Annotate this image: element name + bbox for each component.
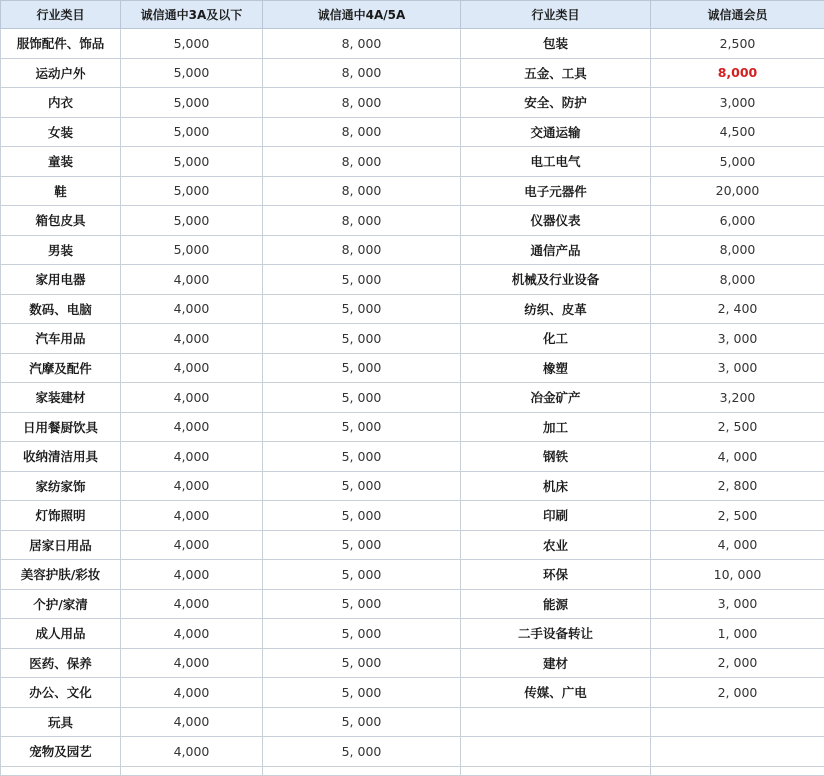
header-row — [1, 1, 824, 29]
value-4a-5a: 5, 000 — [263, 737, 461, 767]
category-left: 日用餐厨饮具 — [1, 412, 121, 442]
value-member: 4, 000 — [651, 530, 824, 560]
category-right: 电工电气 — [461, 147, 651, 177]
value-4a-5a: 8, 000 — [263, 117, 461, 147]
category-right: 包装 — [461, 29, 651, 59]
category-right: 橡塑 — [461, 353, 651, 383]
table-row — [1, 265, 824, 295]
category-left: 个护/家清 — [1, 589, 121, 619]
value-member: 8,000 — [651, 58, 824, 88]
value-member: 20,000 — [651, 176, 824, 206]
value-4a-5a: 8, 000 — [263, 176, 461, 206]
category-right: 能源 — [461, 589, 651, 619]
category-left: 玩具 — [1, 707, 121, 737]
value-member: 2, 500 — [651, 412, 824, 442]
value-4a-5a: 5, 000 — [263, 619, 461, 649]
value-4a-5a: 5, 000 — [263, 589, 461, 619]
value-4a-5a: 8, 000 — [263, 147, 461, 177]
value-member: 2, 800 — [651, 471, 824, 501]
category-left: 童装 — [1, 147, 121, 177]
value-member: 3,200 — [651, 383, 824, 413]
category-right: 电子元器件 — [461, 176, 651, 206]
value-4a-5a: 5, 000 — [263, 442, 461, 472]
value-4a-5a: 5, 000 — [263, 530, 461, 560]
table-row — [1, 117, 824, 147]
value-member: 3, 000 — [651, 324, 824, 354]
header-category-left: 行业类目 — [1, 1, 121, 29]
value-3a-and-below: 5,000 — [121, 117, 263, 147]
value-4a-5a: 8, 000 — [263, 58, 461, 88]
value-3a-and-below: 4,000 — [121, 353, 263, 383]
category-right: 建材 — [461, 648, 651, 678]
category-right: 仪器仪表 — [461, 206, 651, 236]
value-3a-and-below: 4,000 — [121, 707, 263, 737]
category-right: 通信产品 — [461, 235, 651, 265]
category-left: 收纳清洁用具 — [1, 442, 121, 472]
category-left: 灯饰照明 — [1, 501, 121, 531]
value-member: 2, 400 — [651, 294, 824, 324]
value-3a-and-below: 4,000 — [121, 501, 263, 531]
category-left: 美容护肤/彩妆 — [1, 560, 121, 590]
category-left: 家纺家饰 — [1, 471, 121, 501]
table-row — [1, 678, 824, 708]
value-3a-and-below: 4,000 — [121, 442, 263, 472]
value-member: 8,000 — [651, 265, 824, 295]
value-4a-5a: 5, 000 — [263, 265, 461, 295]
value-member: 8,000 — [651, 235, 824, 265]
table-row — [1, 589, 824, 619]
category-left: 成人用品 — [1, 619, 121, 649]
value-4a-5a: 5, 000 — [263, 294, 461, 324]
value-4a-5a: 5, 000 — [263, 412, 461, 442]
table-row — [1, 58, 824, 88]
table-row — [1, 501, 824, 531]
value-3a-and-below: 4,000 — [121, 265, 263, 295]
category-right: 安全、防护 — [461, 88, 651, 118]
value-member: 5,000 — [651, 147, 824, 177]
value-3a-and-below: 5,000 — [121, 29, 263, 59]
value-member: 4, 000 — [651, 442, 824, 472]
category-left: 服饰配件、饰品 — [1, 29, 121, 59]
value-3a-and-below: 4,000 — [121, 412, 263, 442]
value-3a-and-below: 4,000 — [121, 294, 263, 324]
value-3a-and-below: 5,000 — [121, 88, 263, 118]
category-left: 男装 — [1, 235, 121, 265]
value-member: 2, 500 — [651, 501, 824, 531]
category-left: 宠物及园艺 — [1, 737, 121, 767]
value-3a-and-below: 4,000 — [121, 560, 263, 590]
category-left: 箱包皮具 — [1, 206, 121, 236]
value-3a-and-below: 4,000 — [121, 678, 263, 708]
table-row — [1, 471, 824, 501]
category-right: 交通运输 — [461, 117, 651, 147]
table-row — [1, 235, 824, 265]
value-3a-and-below: 4,000 — [121, 589, 263, 619]
value-4a-5a: 5, 000 — [263, 324, 461, 354]
table-row — [1, 619, 824, 649]
table-row — [1, 294, 824, 324]
value-4a-5a: 5, 000 — [263, 501, 461, 531]
table-row — [1, 707, 824, 737]
category-left: 数码、电脑 — [1, 294, 121, 324]
category-left: 内衣 — [1, 88, 121, 118]
value-3a-and-below: 5,000 — [121, 58, 263, 88]
value-3a-and-below: 5,000 — [121, 176, 263, 206]
value-member: 3, 000 — [651, 353, 824, 383]
value-3a-and-below: 5,000 — [121, 206, 263, 236]
category-left: 家用电器 — [1, 265, 121, 295]
category-left: 鞋 — [1, 176, 121, 206]
category-left: 女装 — [1, 117, 121, 147]
table-row — [1, 176, 824, 206]
value-member: 2, 000 — [651, 648, 824, 678]
value-member: 1, 000 — [651, 619, 824, 649]
category-right: 钢铁 — [461, 442, 651, 472]
category-right: 机械及行业设备 — [461, 265, 651, 295]
table-row — [1, 353, 824, 383]
category-right: 五金、工具 — [461, 58, 651, 88]
value-4a-5a: 5, 000 — [263, 678, 461, 708]
category-right: 印刷 — [461, 501, 651, 531]
table-row — [1, 383, 824, 413]
value-4a-5a: 8, 000 — [263, 88, 461, 118]
value-member: 4,500 — [651, 117, 824, 147]
category-right — [461, 737, 651, 767]
value-4a-5a: 8, 000 — [263, 29, 461, 59]
value-4a-5a: 8, 000 — [263, 206, 461, 236]
category-right: 加工 — [461, 412, 651, 442]
header-member: 诚信通会员 — [651, 1, 824, 29]
value-3a-and-below: 4,000 — [121, 530, 263, 560]
category-right: 农业 — [461, 530, 651, 560]
table-body — [1, 29, 824, 776]
value-member: 2,500 — [651, 29, 824, 59]
category-right: 传媒、广电 — [461, 678, 651, 708]
table-row — [1, 206, 824, 236]
value-member: 2, 000 — [651, 678, 824, 708]
category-left: 居家日用品 — [1, 530, 121, 560]
category-left: 办公、文化 — [1, 678, 121, 708]
table-row — [1, 412, 824, 442]
value-3a-and-below: 4,000 — [121, 324, 263, 354]
value-4a-5a: 5, 000 — [263, 471, 461, 501]
category-right — [461, 707, 651, 737]
category-right: 纺织、皮革 — [461, 294, 651, 324]
value-member: 3,000 — [651, 88, 824, 118]
table-row — [1, 648, 824, 678]
value-4a-5a: 5, 000 — [263, 560, 461, 590]
value-3a-and-below: 4,000 — [121, 619, 263, 649]
category-right: 化工 — [461, 324, 651, 354]
category-left: 汽车用品 — [1, 324, 121, 354]
value-4a-5a: 5, 000 — [263, 353, 461, 383]
value-4a-5a: 5, 000 — [263, 383, 461, 413]
value-3a-and-below: 5,000 — [121, 147, 263, 177]
value-3a-and-below: 4,000 — [121, 383, 263, 413]
value-3a-and-below: 4,000 — [121, 648, 263, 678]
category-left: 医药、保养 — [1, 648, 121, 678]
table-row — [1, 88, 824, 118]
category-left: 运动户外 — [1, 58, 121, 88]
table-row — [1, 442, 824, 472]
table-row — [1, 560, 824, 590]
value-4a-5a: 5, 000 — [263, 648, 461, 678]
value-3a-and-below: 4,000 — [121, 471, 263, 501]
table-row — [1, 324, 824, 354]
value-member — [651, 707, 824, 737]
table-row — [1, 29, 824, 59]
category-right: 冶金矿产 — [461, 383, 651, 413]
category-right: 环保 — [461, 560, 651, 590]
table-row — [1, 530, 824, 560]
category-left: 家装建材 — [1, 383, 121, 413]
value-4a-5a: 5, 000 — [263, 707, 461, 737]
value-member: 6,000 — [651, 206, 824, 236]
value-3a-and-below: 4,000 — [121, 737, 263, 767]
header-4a-5a: 诚信通中4A/5A — [263, 1, 461, 29]
header-3a-and-below: 诚信通中3A及以下 — [121, 1, 263, 29]
category-right: 二手设备转让 — [461, 619, 651, 649]
value-4a-5a: 8, 000 — [263, 235, 461, 265]
table-row — [1, 737, 824, 767]
category-left: 汽摩及配件 — [1, 353, 121, 383]
header-category-right: 行业类目 — [461, 1, 651, 29]
value-member: 3, 000 — [651, 589, 824, 619]
value-3a-and-below: 5,000 — [121, 235, 263, 265]
value-member: 10, 000 — [651, 560, 824, 590]
table-row — [1, 147, 824, 177]
category-right: 机床 — [461, 471, 651, 501]
value-member — [651, 737, 824, 767]
